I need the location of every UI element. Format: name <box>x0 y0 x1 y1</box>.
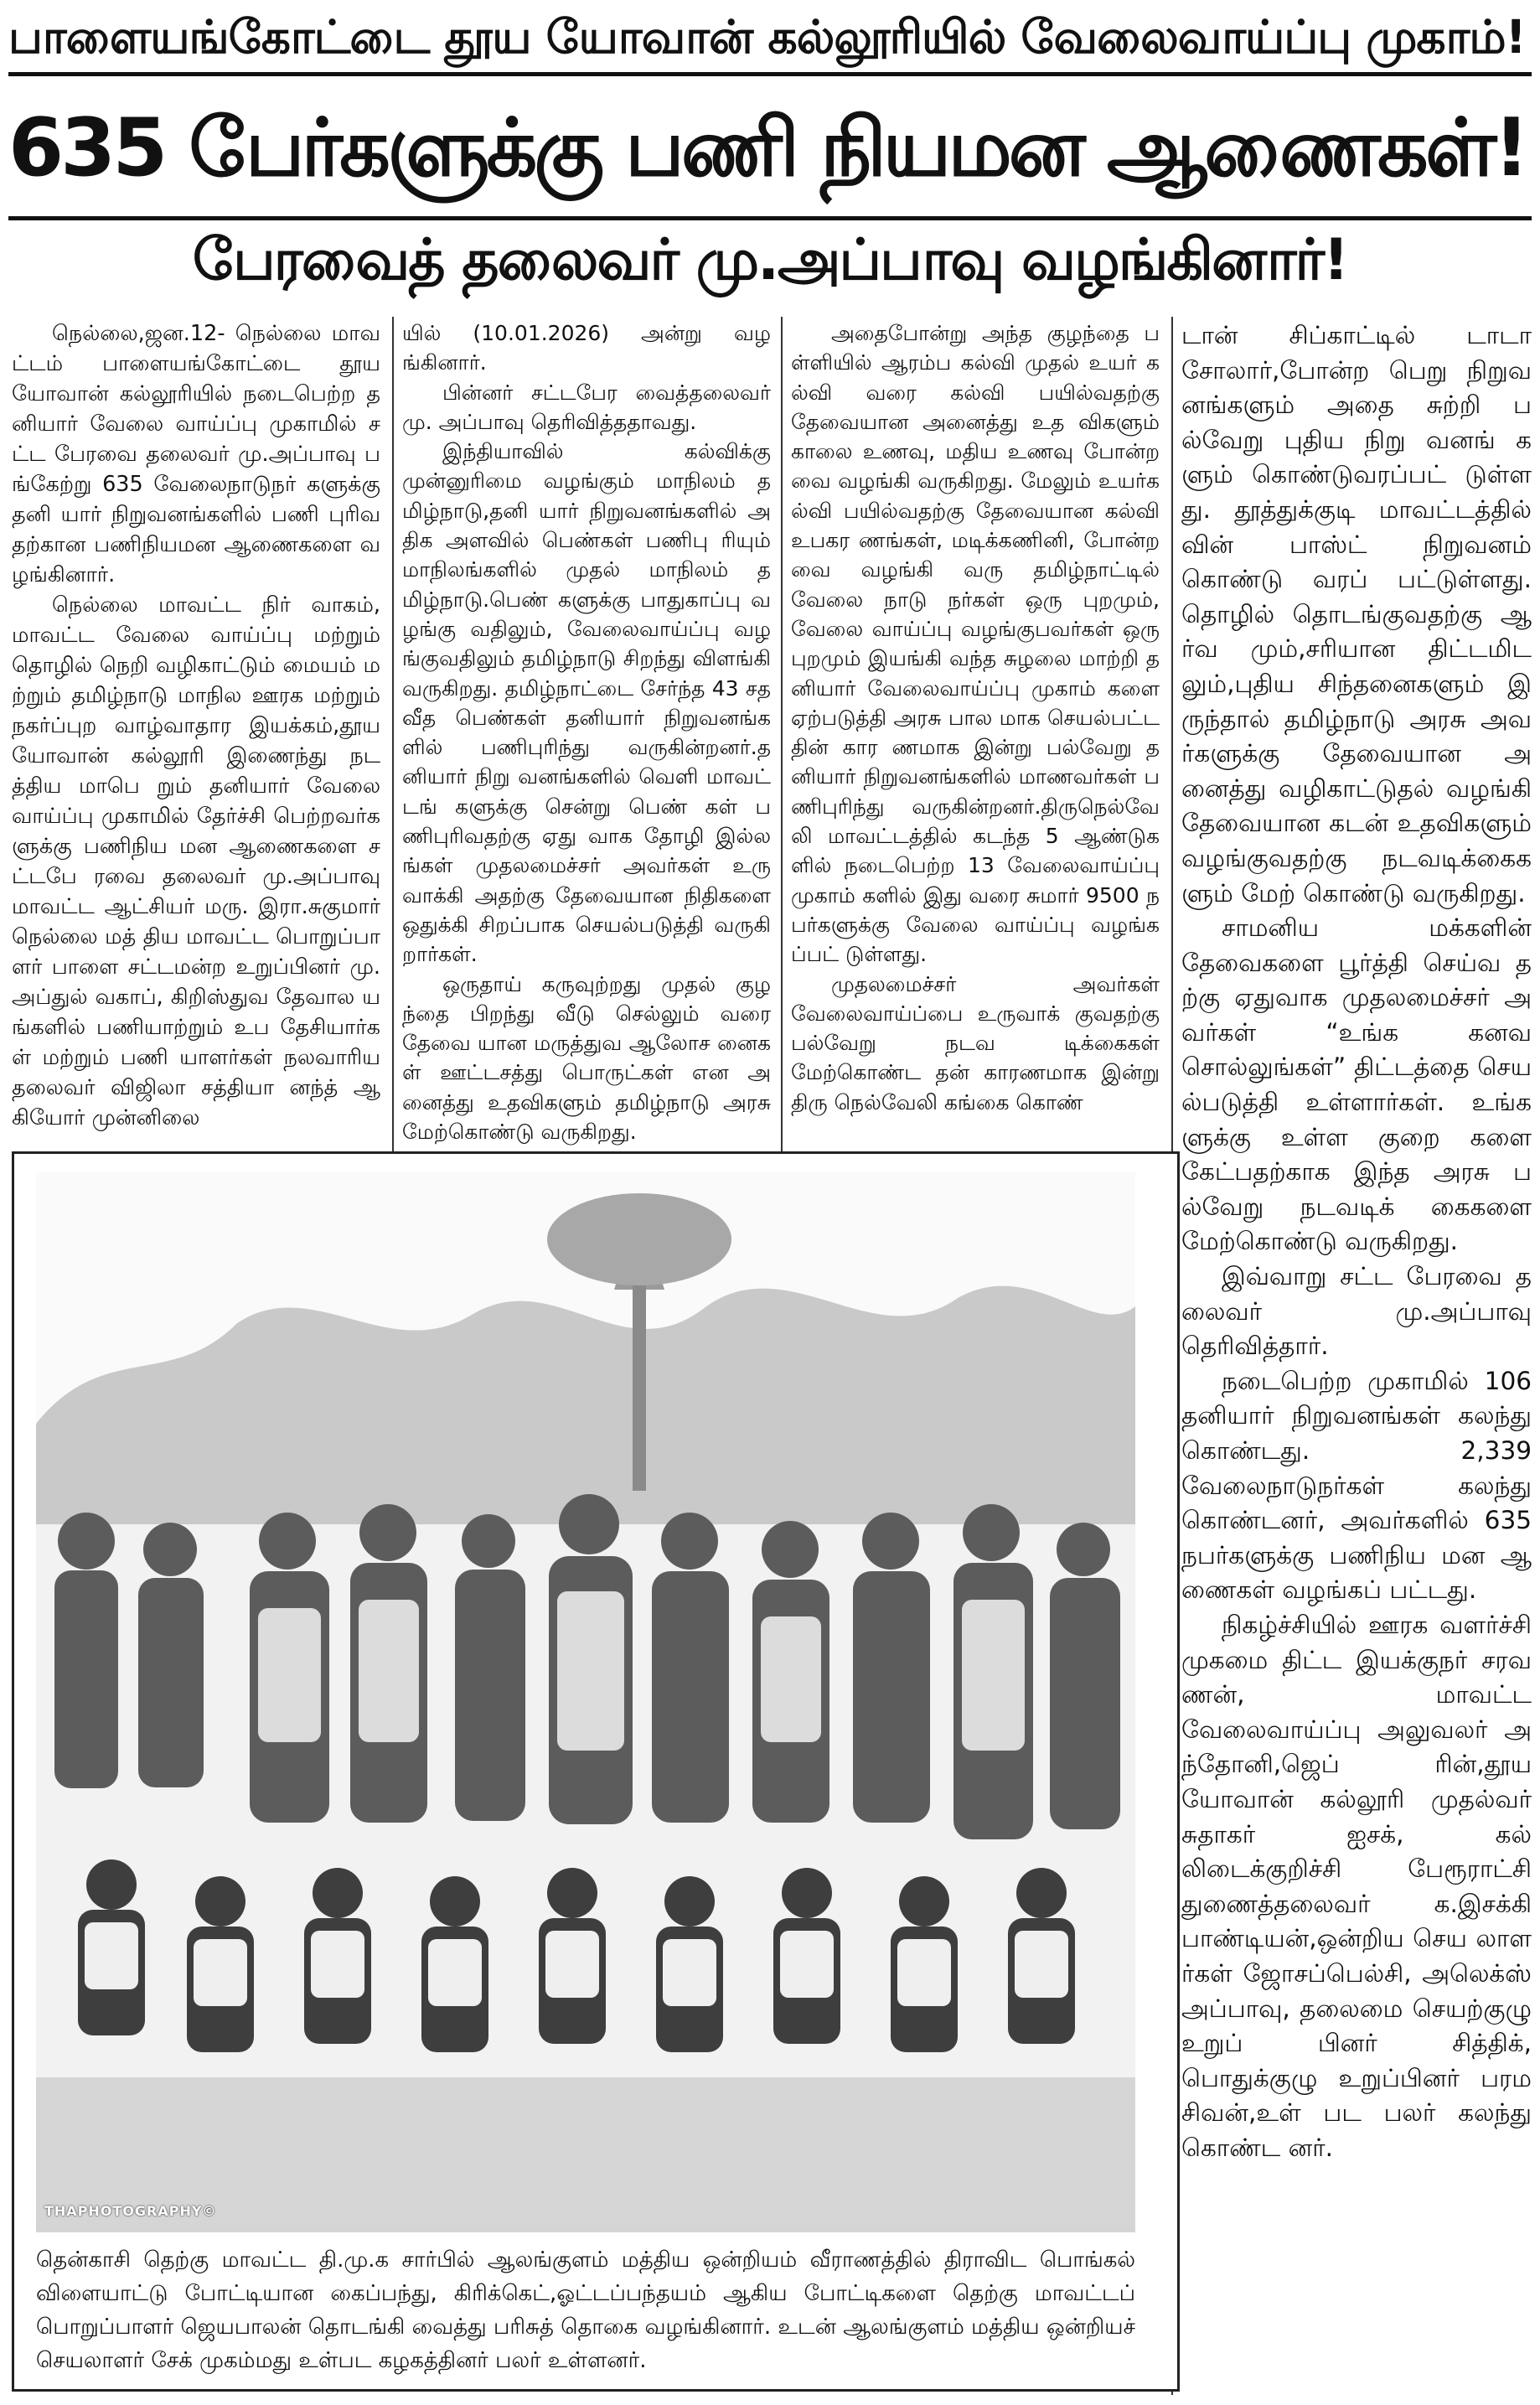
paragraph: பின்னர் சட்டபேர வைத்தலைவர் மு. அப்பாவு தெரிவித்ததாவது. <box>402 380 771 434</box>
paragraph: யில் (10.01.2026) அன்று வழங்கினார். <box>402 321 771 375</box>
article-column-3 <box>791 318 1160 1156</box>
photo-credit: THAPHOTOGRAPHY© <box>44 2203 217 2219</box>
photo-box <box>12 1151 1180 2392</box>
paragraph: ஒருதாய் கருவுற்றது முதல் குழந்தை பிறந்து வீடு செல்லும் வரை தேவை யான மருத்துவ ஆலோச னைகள் ஊட்டசத்து பொருட்கள் என அனைத்து உதவிகளும் தமிழ்நாடு அரசு மேற்கொண்டு வருகிறது. <box>402 971 771 1145</box>
paragraph: அதைபோன்று அந்த குழந்தை பள்ளியில் ஆரம்ப கல்வி முதல் உயர் கல்வி வரை கல்வி பயில்வதற்கு தேவையான அனைத்து உத விகளும் காலை உணவு, மதிய உணவு போன்றவை வழங்கி வருகிறது. மேலும் உயர்கல்வி பயில்வதற்கு தேவையான கல்வி உபகர ணங்கள், மடிக்கணினி, போன்றவை வழங்கி வரு தமிழ்நாட்டில் வேலை நாடு நர்கள் ஒரு புறமும், வேலை வாய்ப்பு வழங்குபவர்கள் ஒரு புறமும் இயங்கி வந்த சுழலை மாற்றி தனியார் வேலைவாய்ப்பு முகாம் களை ஏற்படுத்தி அரசு பால மாக செயல்பட்டதின் கார ணமாக இன்று பல்வேறு தனியார் நிறுவனங்களில் மாணவர்கள் பணிபுரிந்து வருகின்றனர்.திருநெல்வே லி மாவட்டத்தில் கடந்த 5 ஆண்டுகளில் நடைபெற்ற 13 வேலைவாய்ப்பு முகாம் களில் இது வரை சுமார் 9500 நபர்களுக்கு வேலை வாய்ப்பு வழங்கப்பட் டுள்ளது. <box>791 321 1160 967</box>
column-divider <box>781 317 783 1155</box>
paragraph: டான் சிப்காட்டில் டாடா சோலார்,போன்ற பெறு நிறுவனங்களும் அதை சுற்றி பல்வேறு புதிய நிறு வனங் களும் கொண்டுவரப்பட் டுள்ளது. தூத்துக்குடி மாவட்டத்தில் வின் பாஸ்ட் நிறுவனம் கொண்டு வரப் பட்டுள்ளது. தொழில் தொடங்குவதற்கு ஆர்வ மும்,சரியான திட்டமிட லும்,புதிய சிந்தனைகளும் இருந்தால் தமிழ்நாடு அரசு அவர்களுக்கு தேவையான அனைத்து வழிகாட்டுதல் வழங்கி தேவையான கடன் உதவிகளும் வழங்குவதற்கு நடவடிக்கைகளும் மேற் கொண்டு வருகிறது. <box>1181 321 1532 908</box>
paragraph: முதலமைச்சர் அவர்கள் வேலைவாய்ப்பை உருவாக் குவதற்கு பல்வேறு நடவ டிக்கைகள் மேற்கொண்ட தன் காரணமாக இன்று திரு நெல்வேலி கங்கை கொண் <box>791 971 1160 1115</box>
group-photo-illustration <box>36 1172 1135 2232</box>
article-column-2 <box>402 318 771 1156</box>
paragraph: நிகழ்ச்சியில் ஊரக வளர்ச்சி முகமை திட்ட இயக்குநர் சரவணன், மாவட்ட வேலைவாய்ப்பு அலுவலர் அந்தோனி,ஜெப் ரின்,தூய யோவான் கல்லூரி முதல்வர் சுதாகர் ஐசக், கல் லிடைக்குறிச்சி பேரூராட்சி துணைத்தலைவர் க.இசக்கி பாண்டியன்,ஒன்றிய செய லாளர்கள் ஜோசப்பெல்சி, அலெக்ஸ் அப்பாவு, தலைமை செயற்குழு உறுப் பினர் சித்திக், பொதுக்குழு உறுப்பினர் பரமசிவன்,உள் பட பலர் கலந்து கொண்ட னர். <box>1181 1610 1532 2162</box>
paragraph: சாமனிய மக்களின் தேவைகளை பூர்த்தி செய்வ தற்கு ஏதுவாக முதலமைச்சர் அவர்கள் “உங்க கனவ சொல்லுங்கள்” திட்டத்தை செயல்படுத்தி உள்ளார்கள். உங்களுக்கு உள்ள குறை களை கேட்பதற்காக இந்த அரசு பல்வேறு நடவடிக் கைகளை மேற்கொண்டு வருகிறது. <box>1181 913 1532 1256</box>
article-column-1 <box>12 318 380 1156</box>
paragraph: நெல்லை,ஜன.12- நெல்லை மாவட்டம் பாளையங்கோட்டை தூய யோவான் கல்லூரியில் நடைபெற்ற தனியார் வேலை வாய்ப்பு முகாமில் சட்ட பேரவை தலைவர் மு.அப்பாவு பங்கேற்று 635 வேலைநாடுநர் களுக்கு தனி யார் நிறுவனங்களில் பணி புரிவதற்கான பணிநியமன ஆணைகளை வழங்கினார். <box>12 321 380 587</box>
main-headline: 635 பேர்களுக்கு பணி நியமன ஆணைகள்! <box>8 102 1527 194</box>
column-divider <box>392 317 394 1155</box>
paragraph: நெல்லை மாவட்ட நிர் வாகம், மாவட்ட வேலை வாய்ப்பு மற்றும் தொழில் நெறி வழிகாட்டும் மையம் மற்றும் தமிழ்நாடு மாநில ஊரக மற்றும் நகர்ப்புற வாழ்வாதார இயக்கம்,தூய யோவான் கல்லூரி இணைந்து நடத்திய மாபெ றும் தனியார் வேலை வாய்ப்பு முகாமில் தேர்ச்சி பெற்றவர்களுக்கு பணிநிய மன ஆணைகளை சட்டபே ரவை தலைவர் மு.அப்பாவு மாவட்ட ஆட்சியர் மரு. இரா.சுகுமார் நெல்லை மத் திய மாவட்ட பொறுப்பா ளர் பாளை சட்டமன்ற உறுப்பினர் மு.அப்துல் வகாப், கிறிஸ்துவ தேவால யங்களில் பணியாற்றும் உப தேசியார்கள் மற்றும் பணி யாளர்கள் நலவாரிய தலைவர் விஜிலா சத்தியா னந்த் ஆகியோர் முன்னிலை <box>12 592 380 1130</box>
news-photo <box>36 1172 1135 2232</box>
photo-caption: தென்காசி தெற்கு மாவட்ட தி.மு.க சார்பில் ஆலங்குளம் மத்திய ஒன்றியம் வீராணத்தில் திராவிட பொங்கல் விளையாட்டு போட்டியான கைப்பந்து, கிரிக்கெட்,ஓட்டப்பந்தயம் ஆகிய போட்டிகளை தெற்கு மாவட்டப் பொறுப்பாளர் ஜெயபாலன் தொடங்கி வைத்து பரிசுத் தொகை வழங்கினார். உடன் ஆலங்குளம் மத்திய ஒன்றியச் செயலாளர் சேக் முகம்மது உள்பட கழகத்தினர் பலர் உள்ளனர். <box>36 2247 1135 2373</box>
paragraph: இந்தியாவில் கல்விக்கு முன்னுரிமை வழங்கும் மாநிலம் தமிழ்நாடு,தனி யார் நிறுவனங்களில் அதிக அளவில் பெண்கள் பணிபு ரியும் மாநிலங்களில் முதல் மாநிலம் தமிழ்நாடு.பெண் களுக்கு பாதுகாப்பு வழங்கு வதிலும், வேலைவாய்ப்பு வழங்குவதிலும் தமிழ்நாடு சிறந்து விளங்கி வருகிறது. தமிழ்நாட்டை சேர்ந்த 43 சதவீத பெண்கள் தனியார் நிறுவனங்களில் பணிபுரிந்து வருகின்றனர்.தனியார் நிறு வனங்களில் வெளி மாவட் டங் களுக்கு சென்று பெண் கள் பணிபுரிவதற்கு ஏது வாக தோழி இல்லங்கள் முதலமைச்சர் அவர்கள் உரு வாக்கி அதற்கு தேவையான நிதிகளை ஒதுக்கி சிறப்பாக செயல்படுத்தி வருகி றார்கள். <box>402 439 771 967</box>
article-column-4 <box>1181 318 1532 2397</box>
subheadline: பேரவைத் தலைவர் மு.அப்பாவு வழங்கினார்! <box>192 227 1348 293</box>
paragraph: நடைபெற்ற முகாமில் 106 தனியார் நிறுவனங்கள் கலந்து கொண்டது. 2,339 வேலைநாடுநர்கள் கலந்து கொண்டனர், அவர்களில் 635 நபர்களுக்கு பணிநிய மன ஆணைகள் வழங்கப் பட்டது. <box>1181 1366 1532 1605</box>
headline-rule <box>8 216 1532 220</box>
top-rule <box>8 72 1532 76</box>
paragraph: இவ்வாறு சட்ட பேரவை தலைவர் மு.அப்பாவு தெரிவித்தார். <box>1181 1262 1532 1361</box>
kicker-headline: பாளையங்கோட்டை தூய யோவான் கல்லூரியில் வேலைவாய்ப்பு முகாம்! <box>8 10 1526 64</box>
